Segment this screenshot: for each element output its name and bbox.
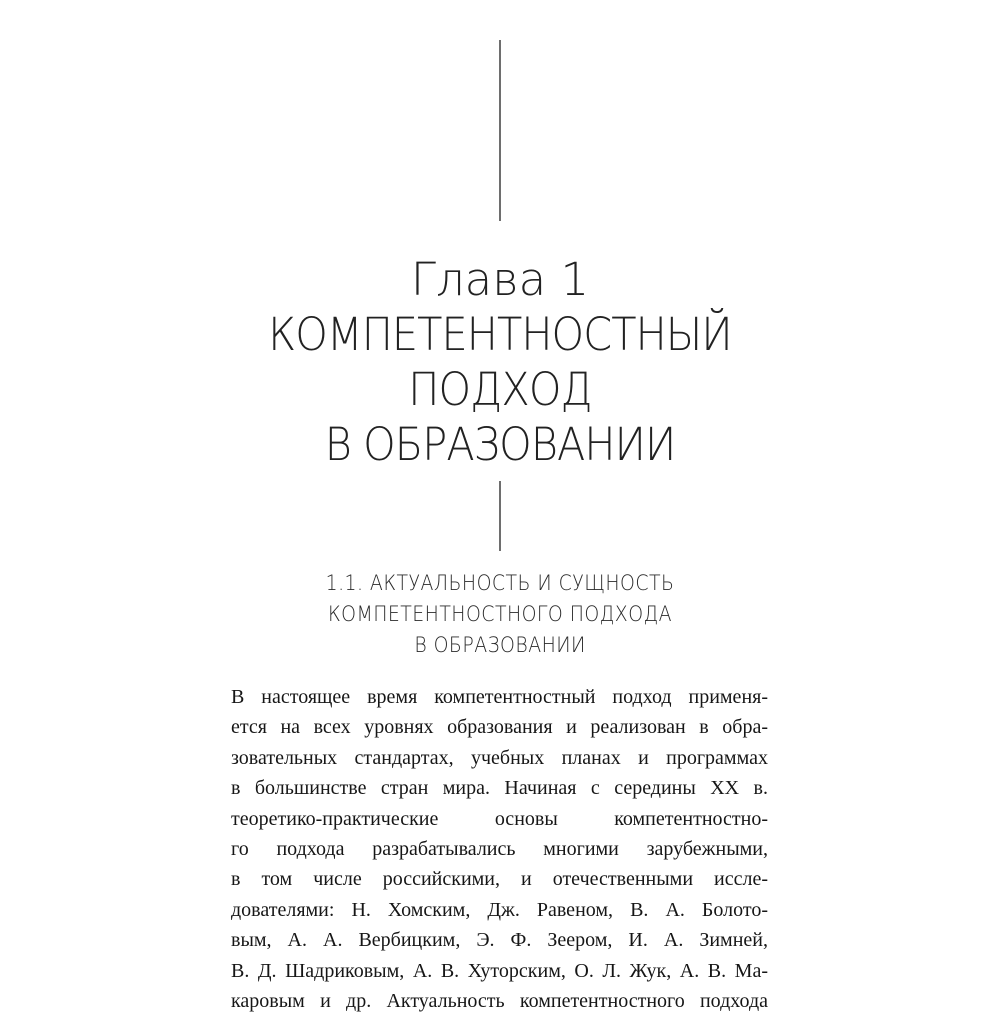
body-line: ется на всех уровнях образования и реализован в обра- bbox=[231, 716, 768, 739]
section-heading-line-1: 1.1. АКТУАЛЬНОСТЬ И СУЩНОСТЬ bbox=[325, 571, 675, 595]
chapter-label: Глава 1 bbox=[410, 253, 590, 306]
body-line: теоретико-практические основы компетентностно- bbox=[231, 807, 768, 830]
body-line: В настоящее время компетентностный подход применя- bbox=[231, 686, 768, 708]
chapter-title-line-2: ПОДХОД bbox=[408, 363, 592, 416]
body-line: в большинстве стран мира. Начиная с середины XX в. bbox=[231, 777, 768, 800]
body-line: В. Д. Шадриковым, А. В. Хуторским, О. Л. Жук, А. В. Ма- bbox=[231, 959, 768, 982]
body-line: дователями: Н. Хомским, Дж. Равеном, В. А. Болото- bbox=[231, 898, 768, 921]
chapter-heading bbox=[100, 252, 900, 472]
body-line: в том числе российскими, и отечественными иссле- bbox=[231, 868, 768, 891]
chapter-title-line-3: В ОБРАЗОВАНИИ bbox=[324, 418, 676, 471]
section-heading bbox=[200, 568, 800, 661]
body-line: вым, А. А. Вербицким, Э. Ф. Зеером, И. А. Зимней, bbox=[231, 929, 768, 952]
chapter-title-line-1: КОМПЕТЕНТНОСТНЫЙ bbox=[268, 308, 732, 361]
section-heading-line-3: В ОБРАЗОВАНИИ bbox=[414, 633, 586, 657]
body-line: зовательных стандартах, учебных планах и программах bbox=[231, 746, 768, 769]
middle-divider-line bbox=[499, 481, 501, 551]
top-divider-line bbox=[499, 40, 501, 221]
body-line: каровым и др. Актуальность компетентностного подхода bbox=[231, 989, 768, 1012]
body-line: го подхода разрабатывались многими зарубежными, bbox=[231, 837, 768, 860]
body-paragraph bbox=[231, 682, 768, 1016]
section-heading-line-2: КОМПЕТЕНТНОСТНОГО ПОДХОДА bbox=[327, 602, 673, 626]
